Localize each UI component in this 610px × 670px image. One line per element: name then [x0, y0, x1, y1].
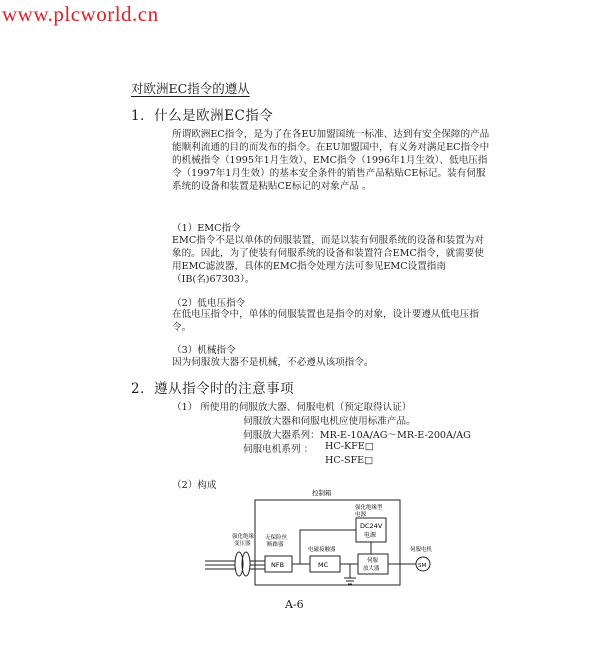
breaker-label-2: 断路器: [267, 542, 284, 548]
amplifier-label-2: 放大器: [363, 566, 380, 572]
breaker-label-1: 无保险丝: [265, 535, 288, 541]
reinforced-supply-label-1: 强化绝缘型: [355, 505, 383, 511]
motor-series-1: HC-KFE□: [325, 441, 374, 452]
document-title: 对欧洲EC指令的遵从: [131, 81, 250, 96]
contactor-label: 电磁接触器: [308, 547, 336, 553]
dc24v-label: DC24V: [360, 522, 383, 530]
reinforced-supply-label-2: 电源: [355, 512, 367, 518]
emc-directive-body: EMC指令不是以单体的伺服装置，而是以装有伺服系统的设备和装置为对象的。因此，为了使装有伺服系统的设备和装置符合EMC指令，就需要使用EMC滤波器，具体的EMC指令处理方法可参见EMC设置指南（IB(名)67303）。: [172, 235, 484, 285]
emc-directive-title: （1）EMC指令: [172, 223, 241, 234]
watermark-url: www.plcworld.cn: [2, 2, 159, 26]
motor-series-label: 伺服电机系列 ：: [243, 444, 314, 455]
item-1-title: （1） 所使用的伺服放大器、伺服电机（预定取得认证）: [172, 402, 412, 413]
dc24v-power-label: 电源: [364, 532, 377, 539]
item-1-line: 伺服放大器和伺服电机应使用标准产品。: [243, 416, 416, 427]
control-box-label: 控制箱: [312, 489, 332, 497]
amplifier-series: 伺服放大器系列：MR-E-10A/AG～MR-E-200A/AG: [243, 430, 471, 441]
sm-label: SM: [418, 563, 427, 569]
servo-motor-label: 伺服电机: [410, 547, 433, 553]
page-number: A-6: [285, 598, 304, 611]
section-1-intro: 所谓欧洲EC指令，是为了在各EU加盟国统一标准、达到有安全保障的产品能顺利流通的目的而发布的指令。在EU加盟国中，有义务对满足EC指令中的机械指令（1995年1月生效）、EMC指令（1996年1月生效）、低电压指令（1997年1月生效）的基本安全条件的销售产品粘贴CE标记。装有伺服系统的设备和装置是粘贴CE标记的对象产品 。: [172, 129, 490, 192]
low-voltage-directive-body: 在低电压指令中，单体的伺服装置也是指令的对象，设计要遵从低电压指令。: [172, 309, 479, 333]
motor-series-2: HC-SFE□: [325, 455, 374, 466]
machinery-directive-title: （3）机械指令: [172, 345, 236, 356]
section-2-heading: 2．遵从指令时的注意事项: [131, 381, 295, 397]
transformer-label-1: 强化绝缘: [232, 534, 255, 540]
item-2-title: （2）构成: [172, 480, 217, 491]
nfb-label: NFB: [271, 561, 285, 569]
transformer-label-2: 变压器: [234, 541, 251, 547]
low-voltage-directive-title: （2）低电压指令: [172, 298, 246, 309]
machinery-directive-body: 因为伺服放大器不是机械，不必遵从该项指令。: [172, 357, 374, 368]
section-1-heading: 1．什么是欧洲EC指令: [131, 108, 274, 124]
amplifier-label-1: 伺服: [367, 558, 379, 564]
mc-label: MC: [318, 561, 329, 569]
